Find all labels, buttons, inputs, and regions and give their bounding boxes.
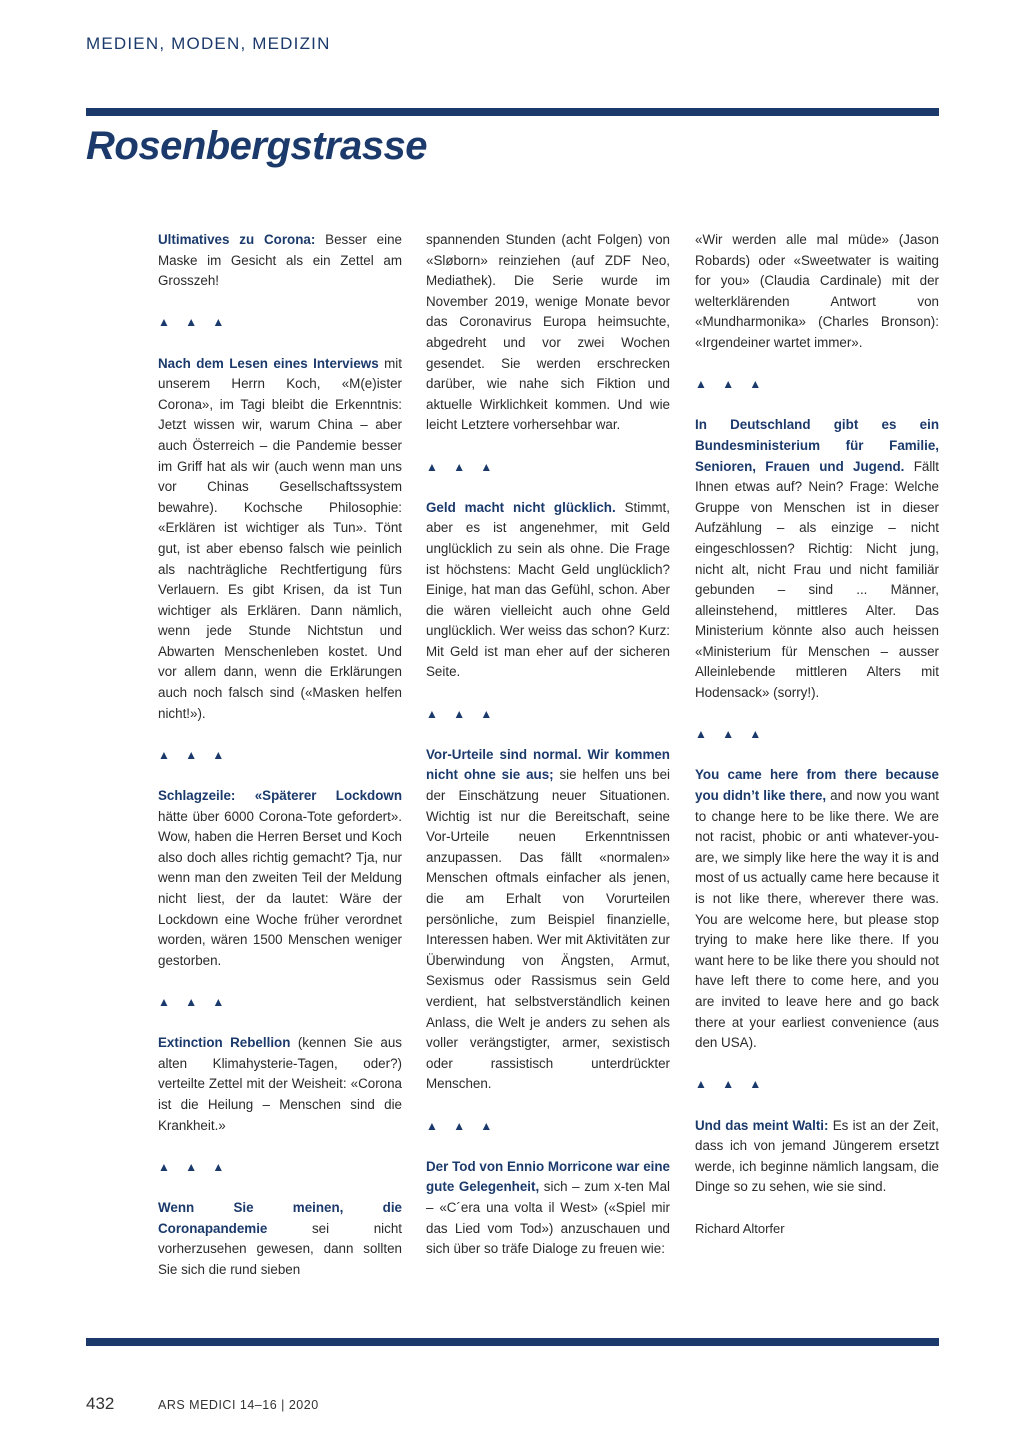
paragraph-heading: You came here from there because you didn’t like there, — [695, 767, 939, 804]
separator-triangles: ▲ ▲ ▲ — [426, 459, 499, 474]
paragraph-heading: Schlagzeile: «Späterer Lockdown — [158, 788, 402, 804]
paragraph — [158, 230, 402, 292]
paragraph — [695, 415, 939, 703]
paragraph-heading: Und das meint Walti: — [695, 1117, 829, 1133]
column-1 — [158, 230, 402, 1280]
paragraph-text: «Wir werden alle mal müde» (Jason Robards) oder «Sweetwater is waiting for you» (Claudia Cardinale) mit der welterklärenden Antwort von «Mundharmonika» (Charles Bronson): «Irgendeiner wartet immer». — [695, 232, 939, 350]
paragraph — [695, 1116, 939, 1198]
paragraph-heading: Geld macht nicht glücklich. — [426, 499, 616, 515]
paragraph-text: Stimmt, aber es ist angenehmer, mit Geld unglücklich zu sein als ohne. Die Frage ist höchstens: Macht Geld unglücklich? Einige, hat man das Gefühl, schon. Aber die wären vielleicht auch ohne Geld unglücklich. Wer weiss das schon? Kurz: Mit Geld ist man eher auf der sicheren Seite. — [426, 499, 670, 680]
paragraph — [158, 1198, 402, 1280]
paragraph — [158, 354, 402, 725]
paragraph-heading: Nach dem Lesen eines Interviews — [158, 355, 379, 371]
separator-triangles: ▲ ▲ ▲ — [158, 315, 231, 330]
paragraph-text: Es ist an der Zeit, dass ich von jemand Jüngerem ersetzt werde, ich beginne nämlich langsam, die Dinge so zu sehen, wie sie sind. — [695, 1117, 939, 1195]
paragraph — [695, 230, 939, 354]
paragraph-heading: Wenn Sie meinen, die Coronapandemie — [158, 1199, 402, 1236]
page-number: 432 — [86, 1394, 115, 1413]
separator-triangles: ▲ ▲ ▲ — [158, 747, 231, 762]
separator-triangles: ▲ ▲ ▲ — [426, 1118, 499, 1133]
separator-triangles: ▲ ▲ ▲ — [695, 377, 768, 392]
paragraph — [426, 498, 670, 683]
author-name: Richard Altorfer — [695, 1220, 785, 1236]
paragraph — [695, 765, 939, 1053]
journal-info: ARS MEDICI 14–16 | 2020 — [158, 1398, 319, 1412]
paragraph-text: spannenden Stunden (acht Folgen) von «Sløborn» reinziehen (auf ZDF Neo, Mediathek). Die Serie wurde im November 2019, wenige Monate bevor das Coronavirus Europa heimsuchte, abgedreht und vor zwei Wochen gesendet. Sie werden erschrecken darüber, wie nahe sich Fiktion und aktuelle Wirklichkeit kommen. Und wie leicht Letztere vorhersehbar war. — [426, 232, 670, 433]
top-rule — [86, 108, 939, 116]
paragraph-heading: Ultimatives zu Corona: — [158, 232, 316, 247]
paragraph-heading: Extinction Rebellion — [158, 1035, 291, 1051]
paragraph-text: and now you want to change here to be like there. We are not racist, phobic or anti whatever-you-are, we simply like here the way it is and most of us actually came here because it is not like there, wherever there was. You are welcome here, but please stop trying to make here like there. If you want here to be like there you should not have left there to come here, and you are invited to leave here and go back there at your earliest convenience (aus den USA). — [695, 788, 939, 1051]
separator-triangles: ▲ ▲ ▲ — [158, 994, 231, 1009]
bottom-rule — [86, 1338, 939, 1346]
paragraph-text: hätte über 6000 Corona-Tote gefordert». Wow, haben die Herren Berset und Koch also doch alles richtig gemacht? Tja, nur wenn man den zweiten Teil der Meldung nicht liest, der da lautet: Wäre der Lockdown eine Woche früher verordnet worden, wären 1500 Menschen weniger gestorben. — [158, 808, 402, 968]
section-label: MEDIEN, MODEN, MEDIZIN — [86, 34, 331, 53]
separator-triangles: ▲ ▲ ▲ — [158, 1159, 231, 1174]
paragraph-heading: In Deutschland gibt es ein Bundesministerium für Familie, Senioren, Frauen und Jugend. — [695, 417, 939, 474]
paragraph-text: Besser eine Maske im Gesicht als ein Zettel am Grosszeh! — [158, 232, 402, 289]
column-2 — [426, 230, 670, 1260]
paragraph-text: Fällt Ihnen etwas auf? Nein? Frage: Welche Gruppe von Menschen ist in dieser Aufzählung – als einzige – nicht eingeschlossen? Richtig: Nicht jung, nicht alt, nicht Frau und nicht familiär gebunden – sind ... Männer, alleinstehend, mittleres Alter. Das Ministerium könnte also auch heissen «Ministerium für Menschen – ausser Alleinlebende mittleren Alters mit Hodensack» (sorry!). — [695, 458, 939, 701]
paragraph-text: sie helfen uns bei der Einschätzung neuer Situationen. Wichtig ist nur die Bereitschaft, seine Vor-Urteile neuen Erkenntnissen anzupassen. Das fällt «normalen» Menschen oftmals einfacher als jenen, die am Erhalt von Vorurteilen persönliche, zum Beispiel finanzielle, Interessen haben. Wer mit Aktivitäten zur Überwindung von Ängsten, Armut, Sexismus oder Rassismus sein Geld verdient, hat selbstverständlich keinen Anlass, die Welt je anders zu sehen als voller verängstigter, armer, sexistisch oder rassistisch unterdrückter Menschen. — [426, 767, 670, 1092]
paragraph-text: (kennen Sie aus alten Klimahysterie-Tagen, oder?) verteilte Zettel mit der Weisheit: «Corona ist die Heilung – Menschen sind die Krankheit.» — [158, 1035, 402, 1133]
column-3 — [695, 230, 939, 1239]
separator-triangles: ▲ ▲ ▲ — [695, 727, 768, 742]
paragraph — [426, 745, 670, 1095]
page-title: Rosenbergstrasse — [86, 124, 428, 168]
paragraph-text: sei nicht vorherzusehen gewesen, dann sollten Sie sich die rund sieben — [158, 1220, 402, 1277]
separator-triangles: ▲ ▲ ▲ — [426, 706, 499, 721]
paragraph — [426, 230, 670, 436]
paragraph — [158, 1033, 402, 1136]
paragraph — [158, 786, 402, 971]
paragraph-heading: Der Tod von Ennio Morricone war eine gute Gelegenheit, — [426, 1158, 670, 1195]
paragraph-text: mit unserem Herrn Koch, «M(e)ister Corona», im Tagi bleibt die Erkenntnis: Jetzt wissen wir, warum China – aber auch Österreich – die Pandemie besser im Griff hat als wir (auch wenn man uns vor Chinas Gesellschaftssystem bewahre). Kochsche Philosophie: «Erklären ist wichtiger als Tun». Tönt gut, ist aber ebenso falsch wie peinlich als nachträgliche Rechtfertigung fürs Verlauern. Es gibt Krisen, da ist Tun wichtiger als Erklären. Dann nämlich, wenn jede Stunde Nichtstun und Abwarten Menschenleben kostet. Und vor allem dann, wenn die Erklärungen auch noch falsch sind («Masken helfen nicht!»). — [158, 355, 402, 721]
separator-triangles: ▲ ▲ ▲ — [695, 1077, 768, 1092]
paragraph — [426, 1157, 670, 1260]
paragraph-text: sich – zum x-ten Mal – «C´era una volta il West» («Spiel mir das Lied vom Tod») anzuschauen und sich über so träfe Dialoge zu freuen wie: — [426, 1179, 670, 1257]
paragraph-heading: Vor-Urteile sind normal. Wir kommen nicht ohne sie aus; — [426, 746, 670, 783]
